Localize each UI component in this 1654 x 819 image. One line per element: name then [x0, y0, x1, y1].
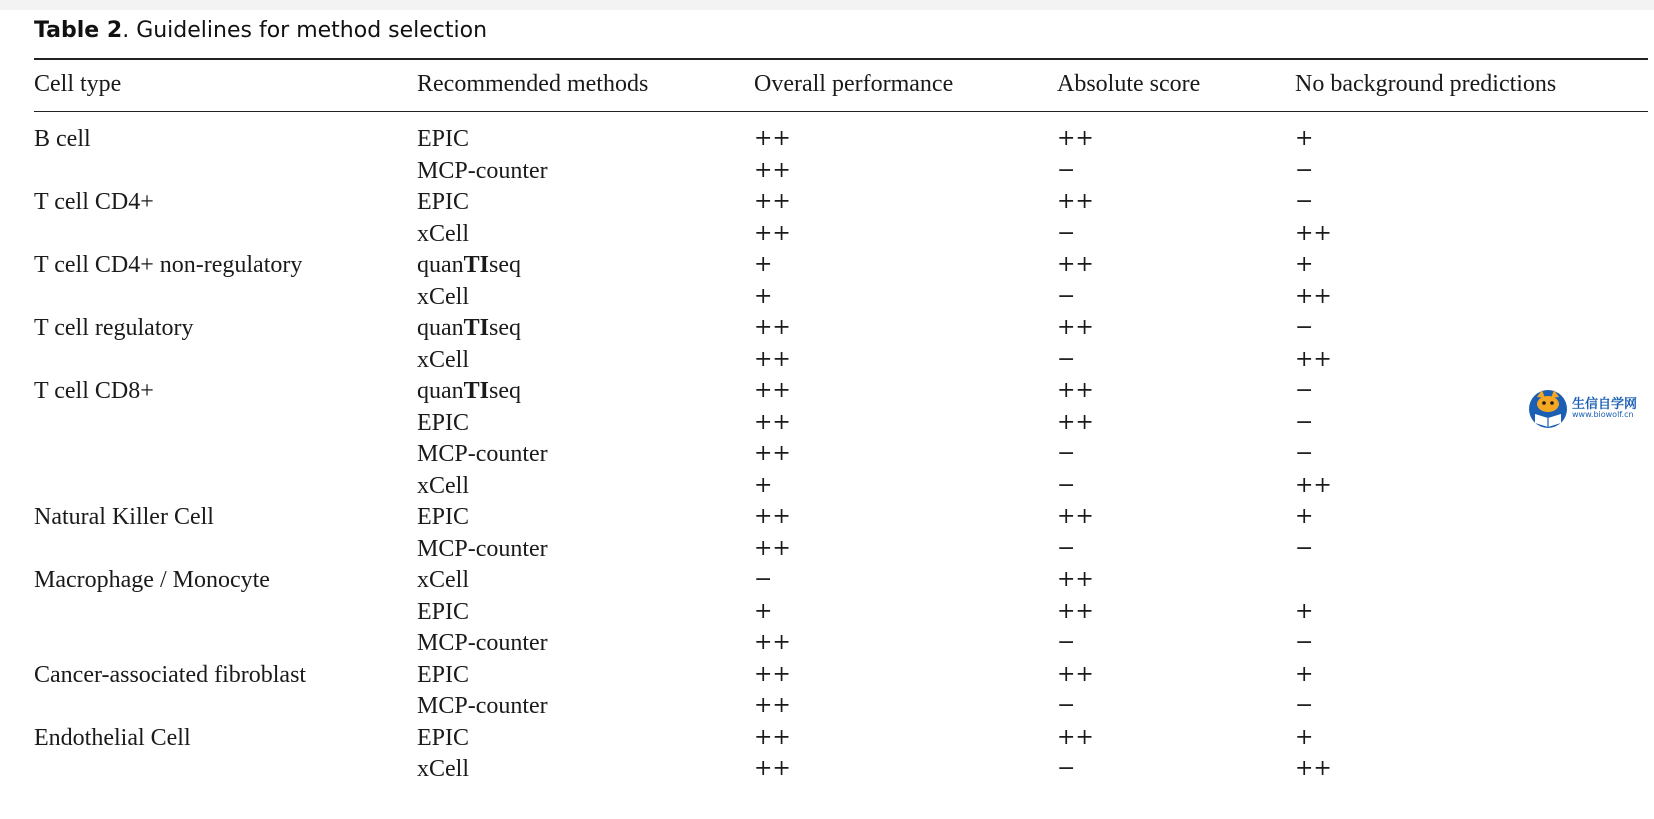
table-cell-no-background: − [1295, 441, 1314, 466]
table-cell-method: MCP-counter [417, 157, 548, 184]
table-cell-method: EPIC [417, 598, 470, 625]
top-strip [0, 0, 1654, 10]
table-cell-no-background: ++ [1295, 756, 1332, 781]
table-cell-no-background: + [1295, 724, 1314, 750]
table-cell-absolute-score: ++ [1057, 724, 1094, 750]
watermark-url: www.biowolf.cn [1572, 410, 1634, 419]
table-cell-absolute-score: ++ [1057, 504, 1094, 529]
table-cell-cell-type: Endothelial Cell [34, 724, 191, 751]
table-cell-method: EPIC [417, 661, 470, 688]
table-cell-absolute-score: ++ [1057, 126, 1094, 151]
table-cell-overall-performance: + [754, 283, 773, 309]
table-caption-label: Table 2 [34, 18, 123, 43]
table-cell-overall-performance: + [754, 252, 773, 277]
table-cell-cell-type: T cell CD4+ non-regulatory [34, 252, 303, 278]
table-cell-overall-performance: ++ [754, 189, 791, 214]
table-cell-absolute-score: ++ [1057, 315, 1094, 340]
table-cell-cell-type: Cancer-associated fibroblast [34, 661, 307, 688]
table-cell-no-background: ++ [1295, 283, 1332, 309]
table-cell-absolute-score: − [1057, 220, 1076, 246]
table-cell-no-background: ++ [1295, 472, 1332, 498]
table-cell-absolute-score: − [1057, 630, 1076, 655]
table-cell-overall-performance: ++ [754, 441, 791, 466]
table-cell-method: xCell [417, 220, 469, 247]
table-cell-method: MCP-counter [417, 630, 548, 656]
table-cell-overall-performance: ++ [754, 157, 791, 183]
table-cell-cell-type: T cell CD4+ [34, 189, 154, 215]
table-cell-overall-performance: ++ [754, 535, 791, 561]
table-cell-method: xCell [417, 756, 469, 782]
wolf-book-icon [1528, 387, 1572, 431]
table-cell-no-background: − [1295, 315, 1314, 340]
table-cell-method: xCell [417, 346, 469, 373]
table-cell-no-background: + [1295, 504, 1314, 529]
table-cell-method: EPIC [417, 189, 470, 215]
table-cell-overall-performance: ++ [754, 661, 791, 687]
header-recommended-methods: Recommended methods [417, 71, 649, 97]
table-cell-cell-type: B cell [34, 126, 91, 152]
table-cell-method: quanTIseq [417, 315, 522, 341]
table-cell-overall-performance: ++ [754, 378, 791, 403]
table-cell-absolute-score: − [1057, 283, 1076, 309]
table-cell-overall-performance: ++ [754, 346, 791, 372]
table-cell-overall-performance: ++ [754, 220, 791, 246]
table-cell-method: xCell [417, 472, 469, 499]
table-cell-overall-performance: ++ [754, 724, 791, 750]
table-cell-absolute-score: − [1057, 346, 1076, 372]
table-cell-absolute-score: ++ [1057, 189, 1094, 214]
table-cell-no-background: − [1295, 630, 1314, 655]
table-cell-no-background: − [1295, 189, 1314, 214]
table-cell-no-background: + [1295, 661, 1314, 687]
table-cell-absolute-score: ++ [1057, 598, 1094, 624]
table-cell-cell-type: Natural Killer Cell [34, 504, 214, 530]
table-cell-no-background: + [1295, 598, 1314, 624]
table-caption [34, 18, 487, 43]
table-cell-absolute-score: ++ [1057, 252, 1094, 277]
table-cell-overall-performance: − [754, 567, 773, 592]
table-cell-method: EPIC [417, 504, 470, 530]
table-cell-absolute-score: − [1057, 472, 1076, 498]
table-cell-absolute-score: − [1057, 441, 1076, 466]
table-cell-absolute-score: − [1057, 693, 1076, 718]
table-cell-method: MCP-counter [417, 441, 548, 467]
header-no-background-predictions: No background predictions [1295, 71, 1557, 97]
table-cell-no-background: + [1295, 126, 1314, 151]
table-cell-absolute-score: − [1057, 157, 1076, 183]
table-cell-no-background: ++ [1295, 220, 1332, 246]
table-cell-overall-performance: ++ [754, 756, 791, 781]
header-overall-performance: Overall performance [754, 71, 954, 97]
table-cell-cell-type: T cell CD8+ [34, 378, 154, 404]
table-cell-no-background: ++ [1295, 346, 1332, 372]
table-cell-absolute-score: ++ [1057, 567, 1094, 592]
document-page [0, 10, 1654, 819]
table-cell-no-background: − [1295, 409, 1314, 435]
table-cell-overall-performance: ++ [754, 126, 791, 151]
table-cell-method: EPIC [417, 409, 470, 436]
table-cell-overall-performance: + [754, 598, 773, 624]
table-cell-no-background: − [1295, 535, 1314, 561]
table-cell-overall-performance: ++ [754, 315, 791, 340]
table-top-rule [34, 58, 1648, 60]
table-cell-method: quanTIseq [417, 378, 522, 404]
table-cell-absolute-score: ++ [1057, 661, 1094, 687]
table-cell-cell-type: T cell regulatory [34, 315, 194, 341]
table-caption-text: . Guidelines for method selection [122, 18, 488, 43]
table-cell-method: quanTIseq [417, 252, 522, 278]
table-cell-cell-type: Macrophage / Monocyte [34, 567, 270, 593]
table-cell-absolute-score: − [1057, 535, 1076, 561]
table-cell-no-background: − [1295, 693, 1314, 718]
table-cell-no-background: − [1295, 378, 1314, 403]
table-cell-no-background: + [1295, 252, 1314, 277]
table-cell-overall-performance: ++ [754, 693, 791, 718]
watermark-logo [1528, 387, 1654, 431]
table-cell-method: EPIC [417, 126, 470, 152]
table-cell-method: MCP-counter [417, 535, 548, 562]
table-cell-overall-performance: ++ [754, 409, 791, 435]
table-cell-overall-performance: ++ [754, 504, 791, 529]
table-cell-absolute-score: − [1057, 756, 1076, 781]
table-cell-method: EPIC [417, 724, 470, 751]
table-cell-method: MCP-counter [417, 693, 548, 719]
table-cell-overall-performance: + [754, 472, 773, 498]
table-cell-method: xCell [417, 283, 469, 310]
header-absolute-score: Absolute score [1057, 71, 1201, 97]
table-header-rule [34, 111, 1648, 112]
table-cell-absolute-score: ++ [1057, 409, 1094, 435]
table-cell-absolute-score: ++ [1057, 378, 1094, 403]
table-cell-overall-performance: ++ [754, 630, 791, 655]
table-cell-no-background: − [1295, 157, 1314, 183]
watermark-title: 生信自学网 [1572, 397, 1638, 412]
table-cell-method: xCell [417, 567, 469, 593]
header-cell-type: Cell type [34, 71, 122, 97]
